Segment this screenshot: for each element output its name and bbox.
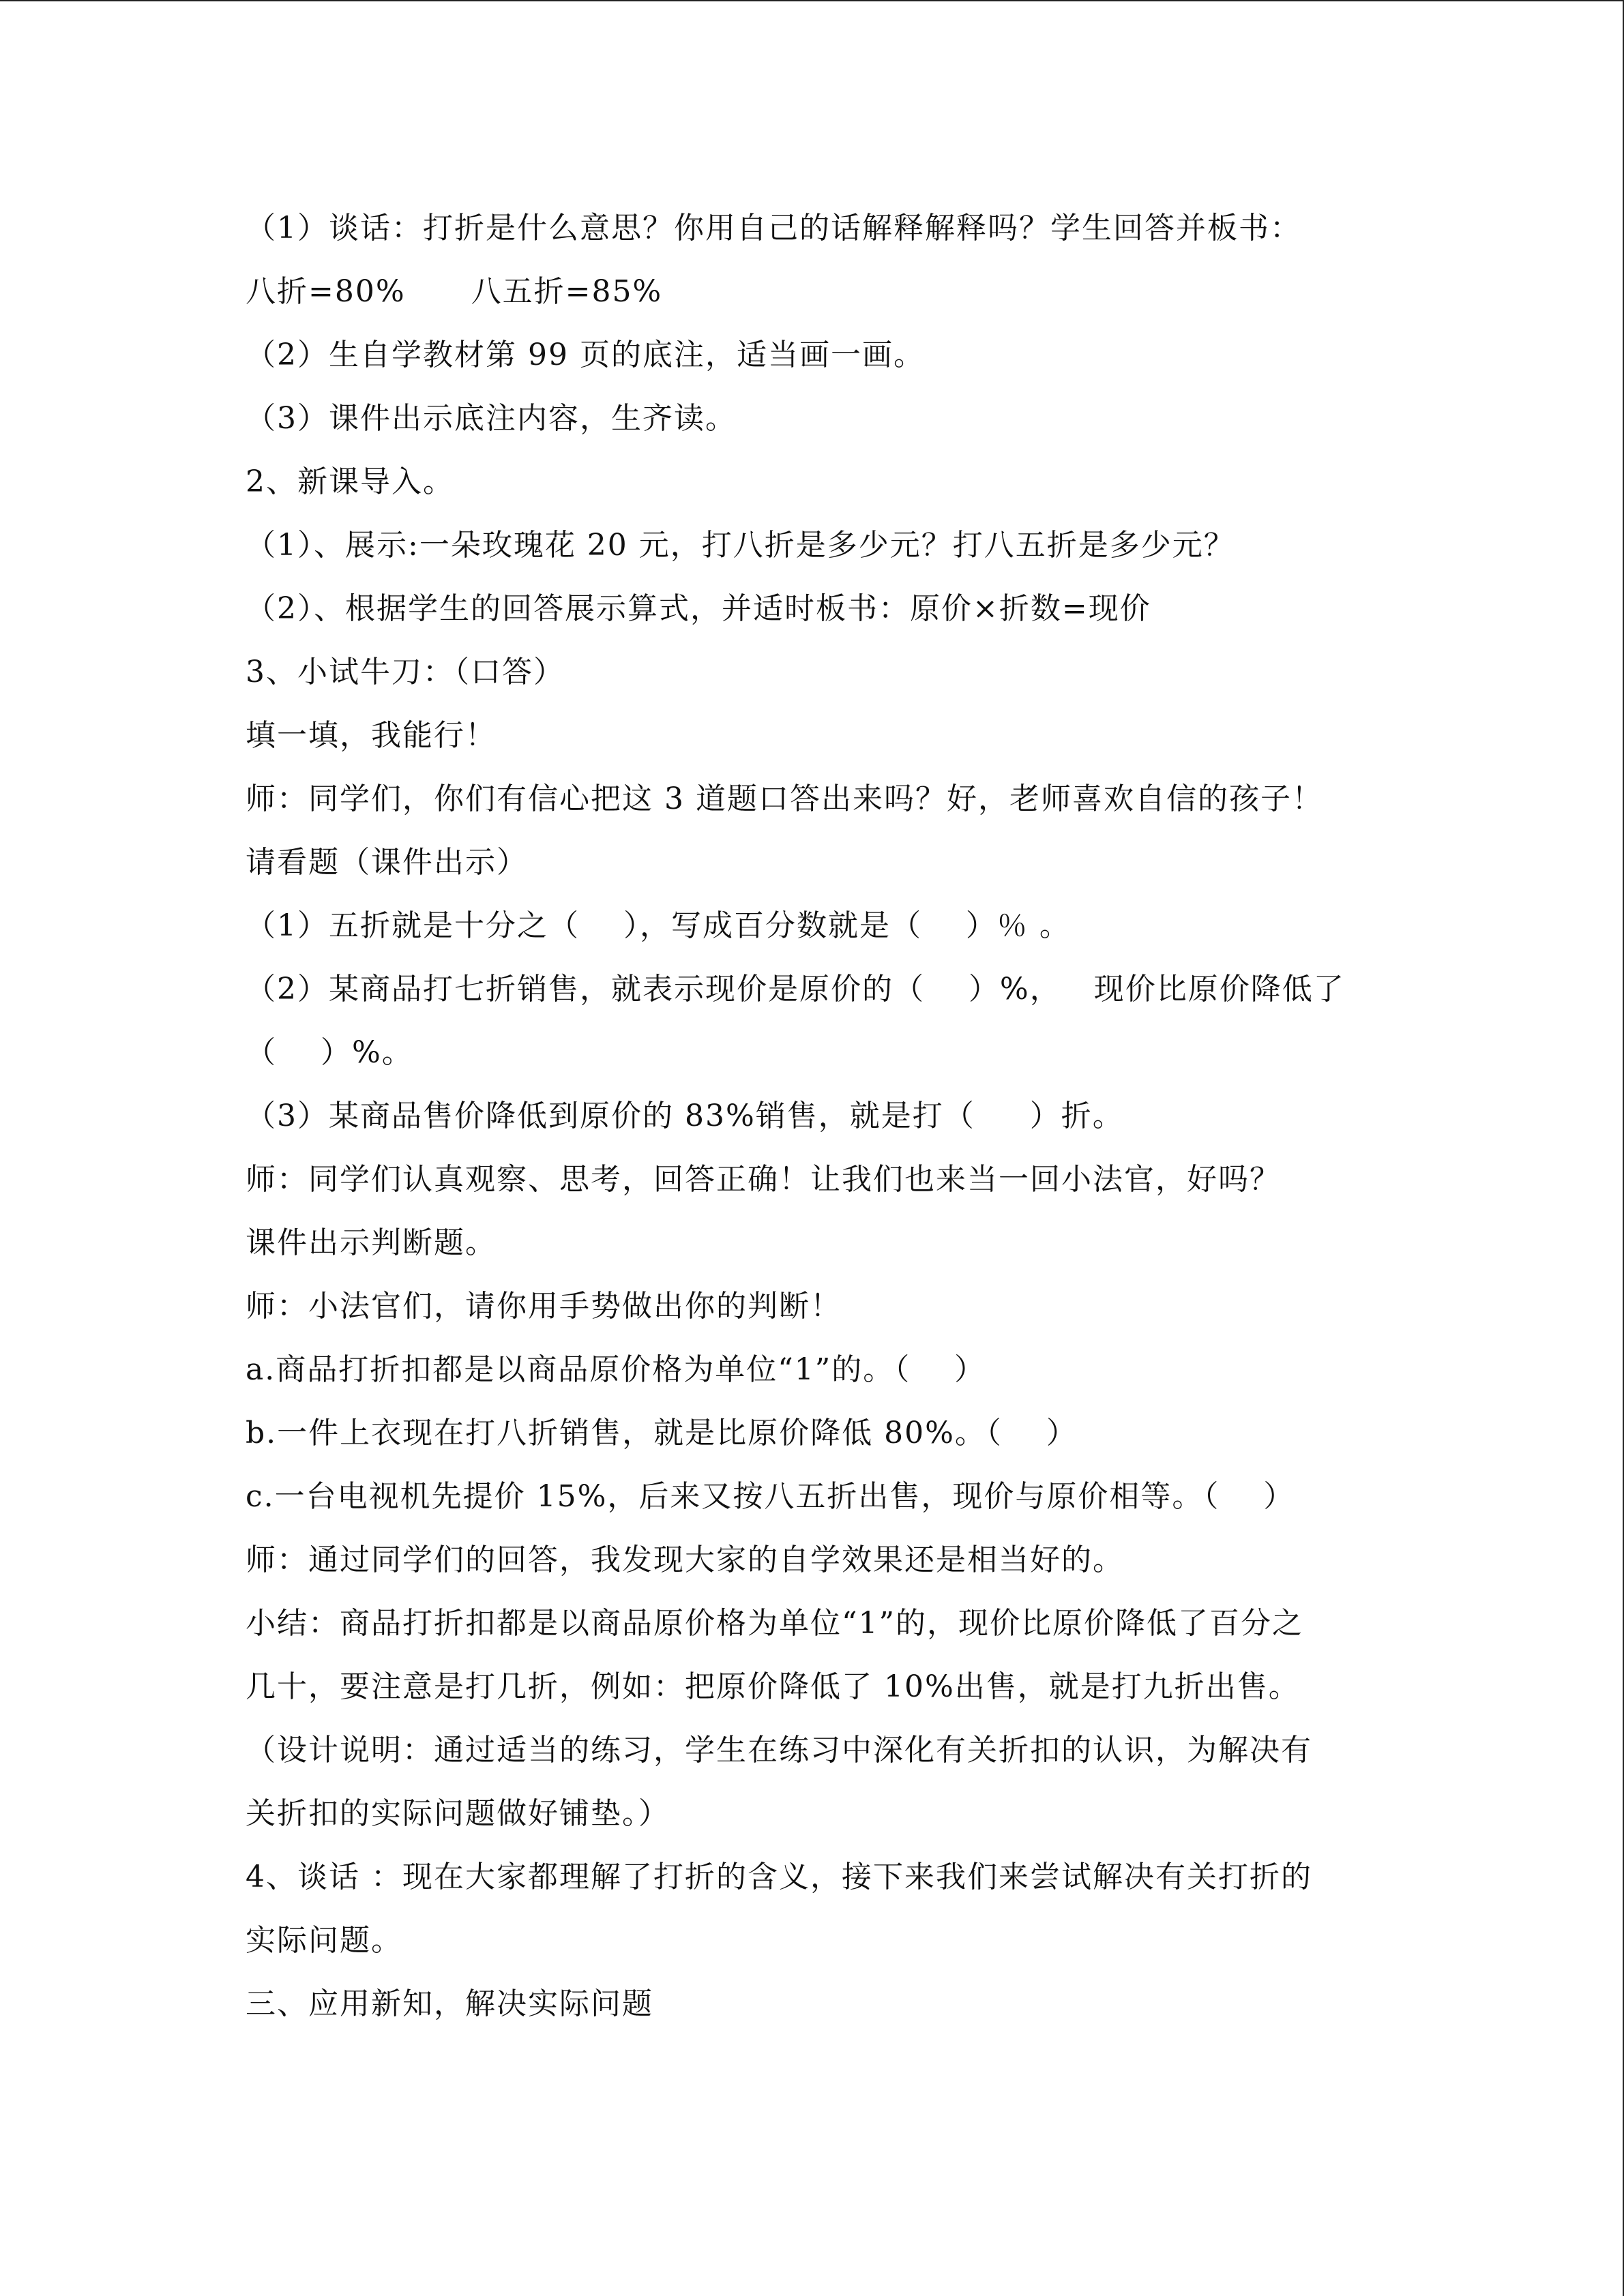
summary-line-2: 几十，要注意是打几折，例如：把原价降低了 10%出售，就是打九折出售。 — [246, 1669, 1300, 1704]
text-line-6: （1）、展示:一朵玫瑰花 20 元，打八折是多少元？打八五折是多少元？ — [246, 528, 1235, 563]
text-line-9: 填一填，我能行！ — [246, 718, 497, 753]
design-note-line-1: （设计说明：通过适当的练习，学生在练习中深化有关折扣的认识，为解决有 — [246, 1733, 1312, 1768]
exercise-2: （2）某商品打七折销售，就表示现价是原价的（ ）%， 现价比原价降低了 — [246, 972, 1345, 1007]
text-line-18: 师：小法官们，请你用手势做出你的判断！ — [246, 1289, 842, 1324]
document-body — [246, 196, 1391, 2036]
text-line-17: 课件出示判断题。 — [246, 1225, 497, 1260]
text-line-2: 八折=80% 八五折=85% — [246, 274, 663, 309]
text-line-22: 师：通过同学们的回答，我发现大家的自学效果还是相当好的。 — [246, 1542, 1124, 1577]
judgment-c: c.一台电视机先提价 15%，后来又按八五折出售，现价与原价相等。（ ） — [246, 1479, 1295, 1514]
section-heading-4-continued: 实际问题。 — [246, 1923, 402, 1958]
design-note-line-2: 关折扣的实际问题做好铺垫。） — [246, 1796, 670, 1831]
judgment-b: b.一件上衣现在打八折销售，就是比原价降低 80%。（ ） — [246, 1416, 1078, 1450]
exercise-2-continued: （ ）%。 — [246, 1035, 413, 1070]
exercise-3: （3）某商品售价降低到原价的 83%销售，就是打（ ）折。 — [246, 1099, 1124, 1133]
section-heading-3: 3、小试牛刀：（口答） — [246, 655, 565, 689]
text-line-1: （1）谈话：打折是什么意思？你用自己的话解释解释吗？学生回答并板书： — [246, 211, 1301, 245]
section-heading-three: 三、应用新知，解决实际问题 — [246, 1986, 653, 2021]
text-line-10: 师：同学们，你们有信心把这 3 道题口答出来吗？好，老师喜欢自信的孩子！ — [246, 781, 1323, 816]
summary-line-1: 小结：商品打折扣都是以商品原价格为单位“1”的，现价比原价降低了百分之 — [246, 1606, 1303, 1641]
section-heading-4: 4、谈话 ：现在大家都理解了打折的含义，接下来我们来尝试解决有关打折的 — [246, 1860, 1312, 1894]
judgment-a: a.商品打折扣都是以商品原价格为单位“1”的。（ ） — [246, 1352, 986, 1387]
text-line-4: （3）课件出示底注内容，生齐读。 — [246, 401, 737, 436]
exercise-1: （1）五折就是十分之（ ），写成百分数就是（ ）％ 。 — [246, 908, 1071, 943]
text-line-16: 师：同学们认真观察、思考，回答正确！让我们也来当一回小法官，好吗？ — [246, 1162, 1281, 1197]
section-heading-2: 2、新课导入。 — [246, 464, 454, 499]
text-line-11: 请看题（课件出示） — [246, 845, 528, 880]
text-line-7: （2）、根据学生的回答展示算式，并适时板书：原价×折数=现价 — [246, 591, 1151, 626]
text-line-3: （2）生自学教材第 99 页的底注，适当画一画。 — [246, 338, 925, 372]
